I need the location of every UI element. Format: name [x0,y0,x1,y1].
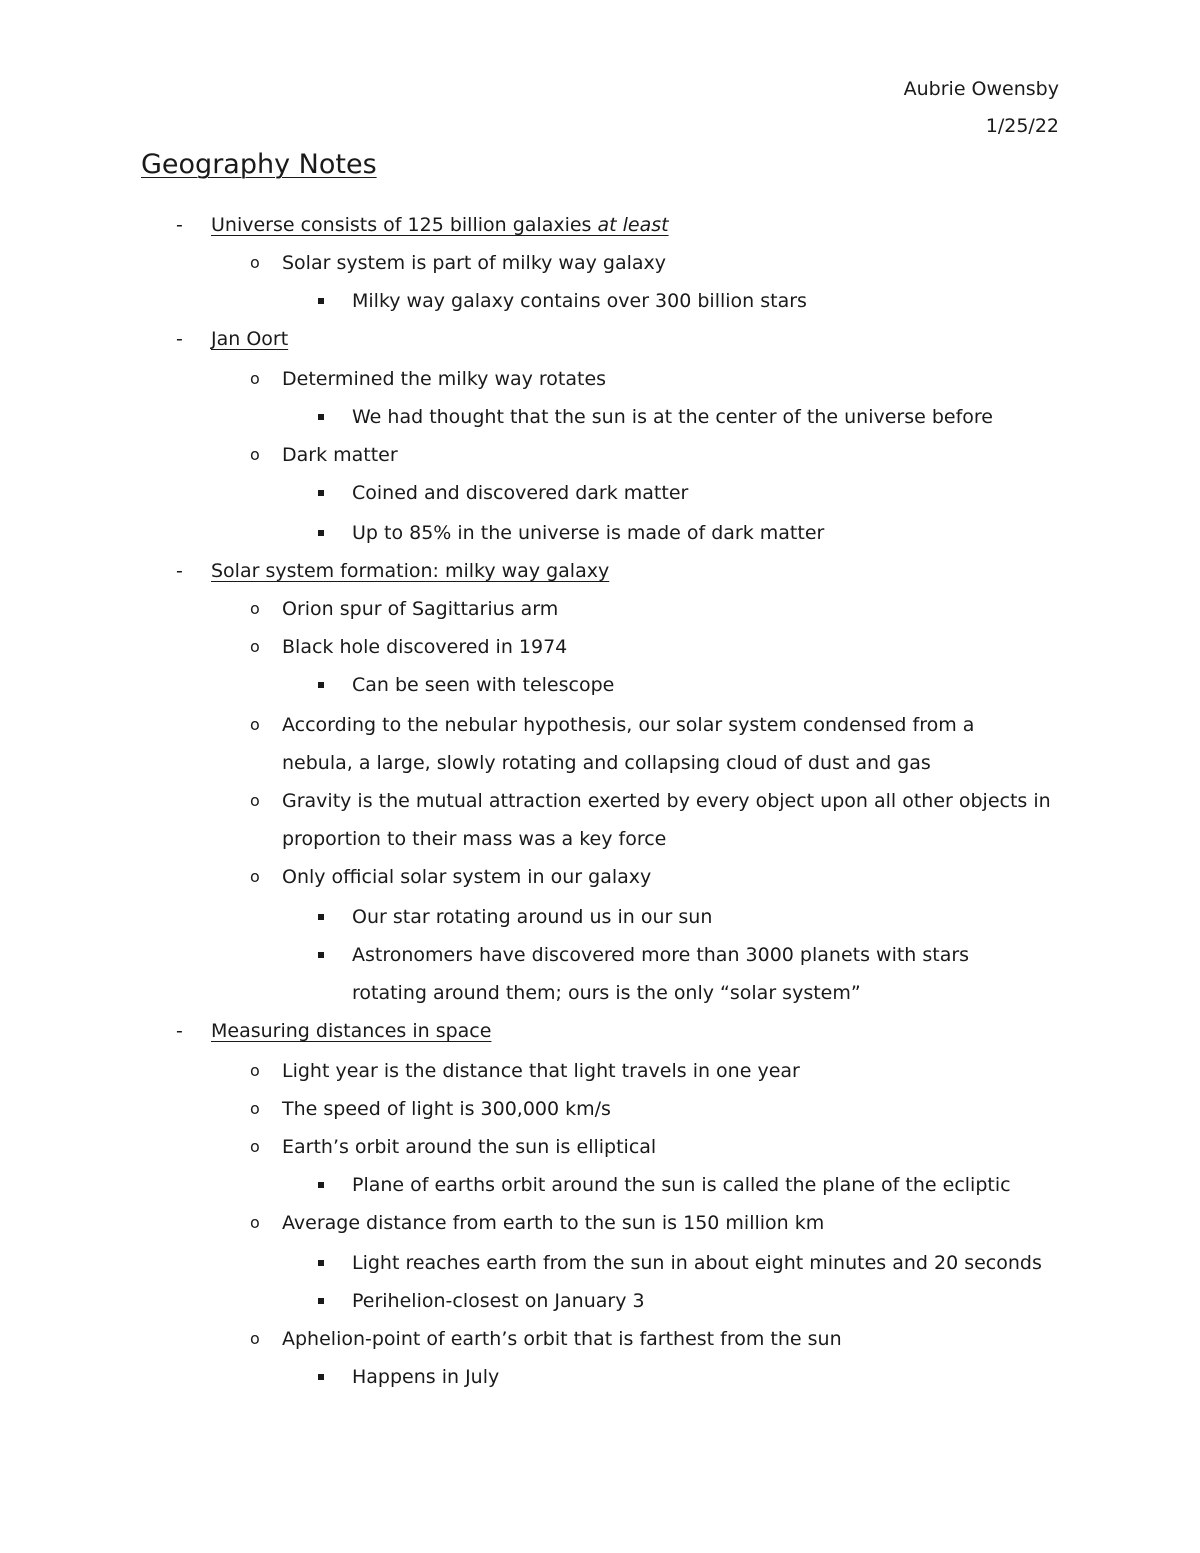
list-item-text: Can be seen with telescope [352,674,615,696]
list-item-text: Milky way galaxy contains over 300 billion stars [352,290,807,312]
heading-emphasis: at least [597,214,669,236]
section-heading: Universe consists of 125 billion galaxies at least [211,214,669,236]
list-item-continuation: proportion to their mass was a key force [282,828,667,850]
list-item-continuation: rotating around them; ours is the only “solar system” [352,982,861,1004]
document-date: 1/25/22 [985,115,1059,137]
list-item-text: Black hole discovered in 1974 [282,636,568,658]
dash-bullet [176,559,190,583]
circle-bullet [250,597,260,621]
list-item-text: Astronomers have discovered more than 3000 planets with stars [352,944,970,966]
list-item-text: Only official solar system in our galaxy [282,866,652,888]
list-item-text: We had thought that the sun is at the center of the universe before [352,406,993,428]
list-item-text: Up to 85% in the universe is made of dark matter [352,522,825,544]
circle-bullet [250,713,260,737]
list-item-text: Gravity is the mutual attraction exerted by every object upon all other objects in [282,790,1051,812]
section-heading: Solar system formation: milky way galaxy [211,560,610,582]
section-heading: Measuring distances in space [211,1020,492,1042]
circle-bullet [250,865,260,889]
list-item-text: Solar system is part of milky way galaxy [282,252,667,274]
page-title: Geography Notes [141,149,377,180]
list-item-text: Aphelion-point of earth’s orbit that is farthest from the sun [282,1328,842,1350]
list-item-text: Happens in July [352,1366,500,1388]
circle-bullet [250,1097,260,1121]
list-item-text: Average distance from earth to the sun is 150 million km [282,1212,825,1234]
list-item-text: Light reaches earth from the sun in about eight minutes and 20 seconds [352,1252,1042,1274]
circle-bullet [250,789,260,813]
list-item-continuation: nebula, a large, slowly rotating and collapsing cloud of dust and gas [282,752,931,774]
circle-bullet [250,251,260,275]
list-item-text: Coined and discovered dark matter [352,482,689,504]
list-item-text: The speed of light is 300,000 km/s [282,1098,611,1120]
circle-bullet [250,443,260,467]
circle-bullet [250,635,260,659]
dash-bullet [176,1019,190,1043]
dash-bullet [176,327,190,351]
circle-bullet [250,1135,260,1159]
list-item-text: Light year is the distance that light travels in one year [282,1060,800,1082]
author-name: Aubrie Owensby [903,78,1059,100]
list-item-text: According to the nebular hypothesis, our solar system condensed from a [282,714,975,736]
circle-bullet [250,1327,260,1351]
list-item-text: Our star rotating around us in our sun [352,906,713,928]
circle-bullet [250,367,260,391]
dash-bullet [176,213,190,237]
list-item-text: Earth’s orbit around the sun is elliptical [282,1136,657,1158]
circle-bullet [250,1059,260,1083]
circle-bullet [250,1211,260,1235]
list-item-text: Dark matter [282,444,398,466]
list-item-text: Orion spur of Sagittarius arm [282,598,559,620]
list-item-text: Determined the milky way rotates [282,368,607,390]
list-item-text: Perihelion-closest on January 3 [352,1290,645,1312]
list-item-text: Plane of earths orbit around the sun is called the plane of the ecliptic [352,1174,1011,1196]
section-heading: Jan Oort [211,328,289,350]
